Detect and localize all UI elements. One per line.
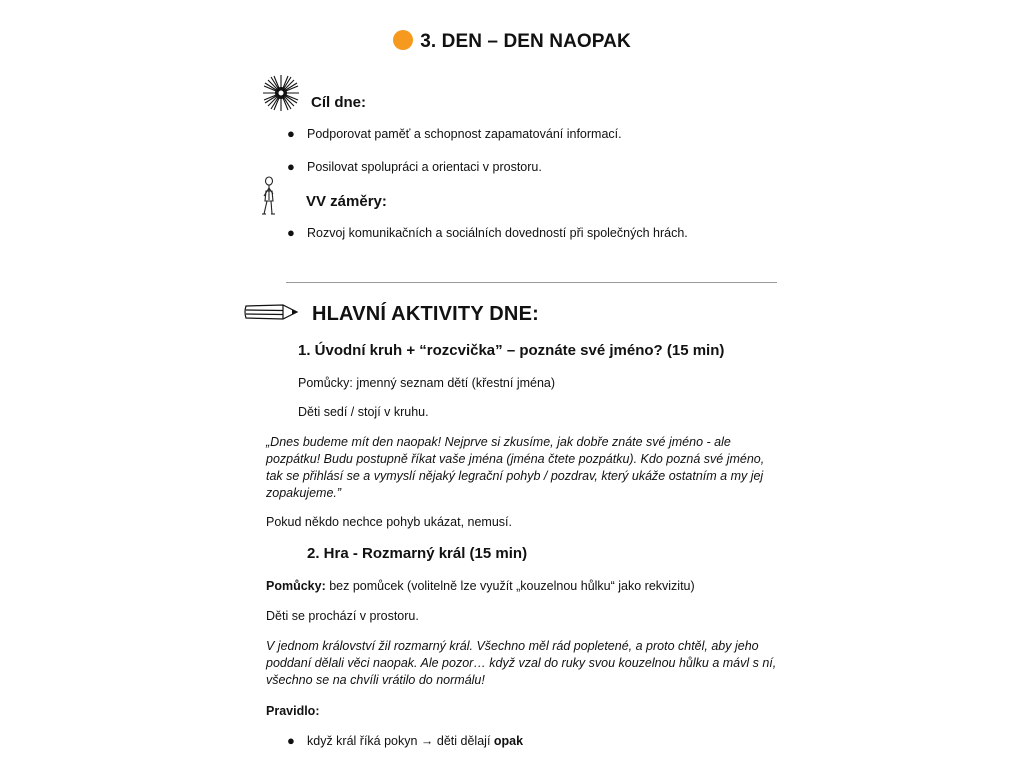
orange-dot-icon — [393, 30, 413, 50]
activity-1-setup: Děti sedí / stojí v kruhu. — [298, 405, 429, 419]
activity-2-setup: Děti se prochází v prostoru. — [266, 609, 419, 623]
activity-1-tools: Pomůcky: jmenný seznam dětí (křestní jména) — [298, 376, 556, 390]
section-divider — [286, 282, 777, 283]
rules-heading: Pravidlo: — [266, 704, 320, 718]
activity-1-quote: „Dnes budeme mít den naopak! Nejprve si zkusíme, jak dobře znáte své jméno - ale pozpátku! Budu postupně říkat vaše jména (jména čtete pozpátku). Kdo pozná své jméno, tak se přihlásí se a vymyslí nějaký legrační pohyb / pozdrav, který ukáže ostatním a my jej zopakujeme.” — [266, 435, 765, 500]
activities-heading: HLAVNÍ AKTIVITY DNE: — [312, 303, 539, 325]
activity-1-note: Pokud někdo nechce pohyb ukázat, nemusí. — [266, 515, 512, 529]
goals-heading: Cíl dne: — [311, 94, 366, 111]
list-item: ● Rozvoj komunikačních a sociálních dovedností při společných hrách. — [287, 225, 688, 240]
activity-2-heading: 2. Hra - Rozmarný král (15 min) — [307, 545, 528, 562]
pencil-icon — [243, 301, 299, 323]
activity-2-story: V jednom království žil rozmarný král. Všechno měl rád popletené, a proto chtěl, aby jeho poddaní dělali věci naopak. Ale pozor… když vzal do ruky svou kouzelnou hůlku a mávl s ní, všechno se na chvíli vrátilo do normálu! — [266, 639, 777, 687]
page-title: 3. DEN – DEN NAOPAK — [0, 30, 1024, 53]
activity-2-tools: Pomůcky: bez pomůcek (volitelně lze využít „kouzelnou hůlku“ jako rekvizitu) — [266, 579, 695, 593]
list-item: ● Posilovat spolupráci a orientaci v prostoru. — [287, 159, 542, 174]
list-item: ● Podporovat paměť a schopnost zapamatování informací. — [287, 126, 622, 141]
sunburst-icon — [262, 74, 300, 112]
child-figure-icon — [258, 176, 278, 216]
vv-heading: VV záměry: — [306, 193, 387, 210]
activity-1-heading: 1. Úvodní kruh + “rozcvička” – poznáte své jméno? (15 min) — [298, 342, 725, 359]
list-item: ● když král říká pokyn → děti dělají opak — [287, 733, 524, 748]
